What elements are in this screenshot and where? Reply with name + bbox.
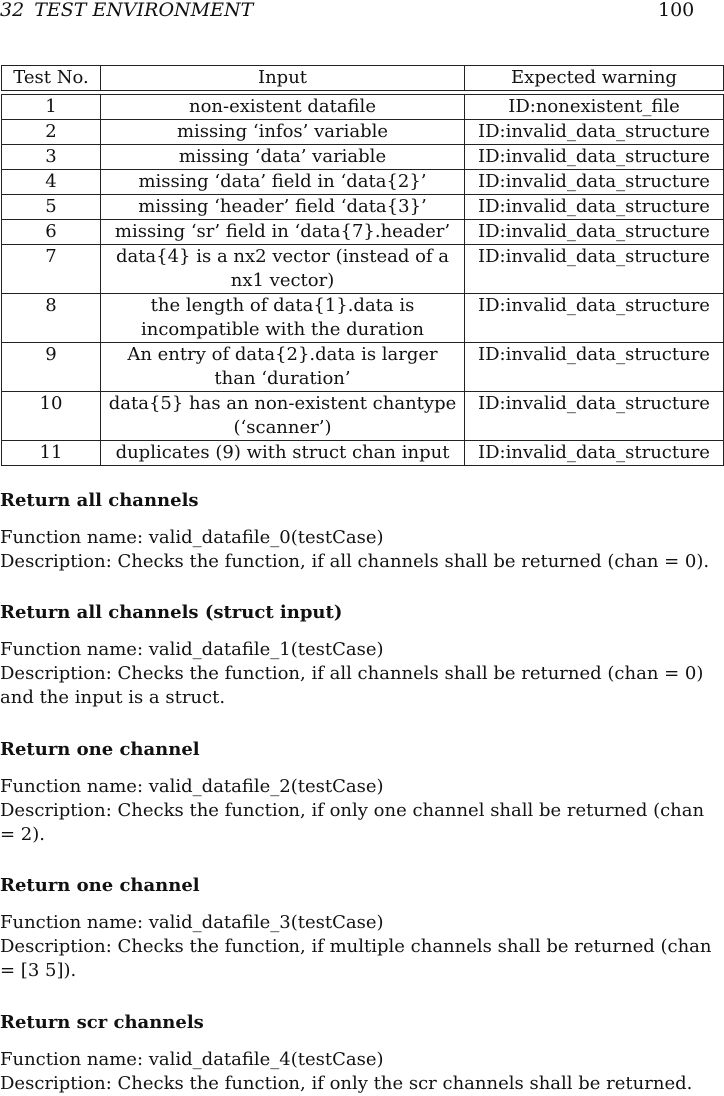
test-section (0, 489, 720, 574)
table-header (1, 65, 724, 91)
test-number-cell: 2 (2, 120, 101, 145)
test-table (1, 94, 724, 466)
input-cell: data{5} has an non-existent chantype (‘scanner’) (101, 392, 465, 441)
test-number-cell: 8 (2, 294, 101, 343)
test-number-cell: 7 (2, 245, 101, 294)
table-row (2, 120, 724, 145)
chapter-number: 32 (0, 0, 25, 21)
column-header-input: Input (101, 66, 465, 91)
warning-cell: ID:invalid_data_structure (465, 441, 724, 466)
input-cell: missing ‘header’ field ‘data{3}’ (101, 195, 465, 220)
function-name-line: Function name: valid_datafile_0(testCase) (0, 527, 384, 548)
warning-cell: ID:invalid_data_structure (465, 220, 724, 245)
test-number-cell: 3 (2, 145, 101, 170)
test-section (0, 1011, 720, 1096)
test-number-cell: 9 (2, 343, 101, 392)
column-header-test-no: Test No. (2, 66, 101, 91)
description-line: Description: Checks the function, if multiple channels shall be returned (chan = [3 5]). (0, 936, 712, 981)
input-cell: non-existent datafile (101, 95, 465, 120)
function-name-line: Function name: valid_datafile_3(testCase) (0, 912, 384, 933)
input-cell: missing ‘data’ field in ‘data{2}’ (101, 170, 465, 195)
warning-cell: ID:invalid_data_structure (465, 294, 724, 343)
column-header-expected-warning: Expected warning (465, 66, 724, 91)
test-section (0, 874, 720, 983)
warning-cell: ID:invalid_data_structure (465, 170, 724, 195)
table-row (2, 245, 724, 294)
warning-cell: ID:invalid_data_structure (465, 145, 724, 170)
test-number-cell: 10 (2, 392, 101, 441)
warning-cell: ID:invalid_data_structure (465, 195, 724, 220)
section-title: Return all channels (0, 490, 199, 511)
input-cell: missing ‘infos’ variable (101, 120, 465, 145)
table-row (2, 294, 724, 343)
description-line: Description: Checks the function, if all channels shall be returned (chan = 0). (0, 551, 710, 572)
input-cell: missing ‘sr’ field in ‘data{7}.header’ (101, 220, 465, 245)
function-name-line: Function name: valid_datafile_1(testCase) (0, 639, 384, 660)
warning-cell: ID:invalid_data_structure (465, 392, 724, 441)
section-title: Return all channels (struct input) (0, 602, 343, 623)
warning-cell: ID:invalid_data_structure (465, 245, 724, 294)
input-cell: An entry of data{2}.data is larger than ‘duration’ (101, 343, 465, 392)
description-line: Description: Checks the function, if all channels shall be returned (chan = 0) and the input is a struct. (0, 663, 704, 708)
test-number-cell: 11 (2, 441, 101, 466)
header-row (2, 66, 724, 91)
test-number-cell: 5 (2, 195, 101, 220)
table-row (2, 145, 724, 170)
warning-cell: ID:invalid_data_structure (465, 120, 724, 145)
table-row (2, 170, 724, 195)
table-row (2, 343, 724, 392)
function-name-line: Function name: valid_datafile_4(testCase) (0, 1049, 384, 1070)
page-number: 100 (658, 0, 695, 21)
test-section (0, 738, 720, 847)
test-number-cell: 6 (2, 220, 101, 245)
description-line: Description: Checks the function, if only the scr channels shall be returned. (0, 1073, 693, 1094)
table-row (2, 220, 724, 245)
running-head (0, 0, 253, 20)
table-row (2, 392, 724, 441)
function-name-line: Function name: valid_datafile_2(testCase) (0, 776, 384, 797)
test-number-cell: 4 (2, 170, 101, 195)
input-cell: data{4} is a nx2 vector (instead of a nx1 vector) (101, 245, 465, 294)
test-number-cell: 1 (2, 95, 101, 120)
chapter-title: TEST ENVIRONMENT (34, 0, 254, 21)
section-title: Return scr channels (0, 1012, 204, 1033)
test-section (0, 601, 720, 710)
description-line: Description: Checks the function, if only one channel shall be returned (chan = 2). (0, 800, 705, 845)
input-cell: the length of data{1}.data is incompatible with the duration (101, 294, 465, 343)
table-row (2, 441, 724, 466)
table-row (2, 95, 724, 120)
input-cell: duplicates (9) with struct chan input (101, 441, 465, 466)
warning-cell: ID:invalid_data_structure (465, 343, 724, 392)
table-row (2, 195, 724, 220)
warning-cell: ID:nonexistent_file (465, 95, 724, 120)
input-cell: missing ‘data’ variable (101, 145, 465, 170)
section-title: Return one channel (0, 739, 200, 760)
section-title: Return one channel (0, 875, 200, 896)
page-header (0, 0, 724, 22)
